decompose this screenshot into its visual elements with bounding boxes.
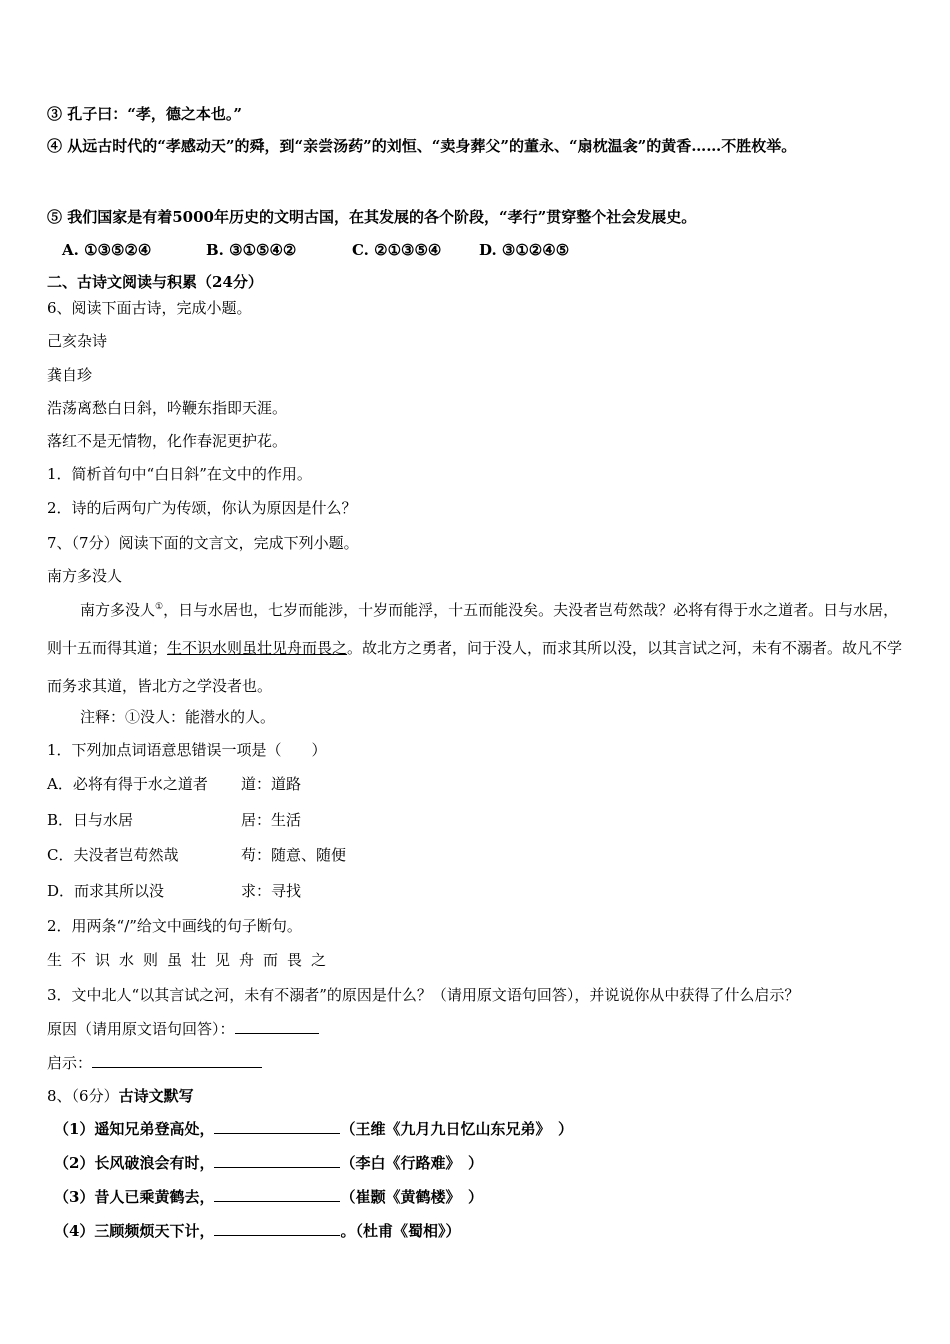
poem-line-1: 浩荡离愁白日斜，吟鞭东指即天涯。: [47, 399, 288, 417]
section-2-heading: 二、古诗文阅读与积累（24分）: [47, 273, 263, 291]
q7-sub-2: 2．用两条“/”给文中画线的句子断句。: [47, 917, 302, 935]
passage-part-3: 。故北方之勇者，问于没人，而求其所以没，以其言试之河，未有不溺者。故凡不学而务求其道，皆北方之学没者也。: [47, 639, 903, 695]
q8-prompt: [47, 1086, 194, 1106]
q5-item-4: ④ 从远古时代的“孝感动天”的舜，到“亲尝汤药”的刘恒、“卖身葬父”的董永、“扇枕温衾”的黄香……不胜枚举。: [47, 137, 797, 155]
insight-line: [47, 1053, 262, 1073]
q5-option-a: A. ①③⑤②④: [62, 241, 152, 259]
insight-blank[interactable]: [92, 1053, 262, 1068]
q5-item-5: ⑤ 我们国家是有着5000年历史的文明古国，在其发展的各个阶段，“孝行”贯穿整个社会发展史。: [47, 208, 697, 226]
footnote-marker: ①: [155, 602, 164, 612]
q7-prompt: 7、（7分）阅读下面的文言文，完成下列小题。: [47, 534, 359, 552]
q6-sub-2: 2．诗的后两句广为传颂，你认为原因是什么？: [47, 499, 357, 517]
passage-body: [47, 591, 909, 705]
q8-item-2-blank[interactable]: [214, 1153, 340, 1168]
poem-author: 龚自珍: [47, 366, 93, 384]
q8-item-1-blank[interactable]: [214, 1119, 340, 1134]
q7-sub-3: 3．文中北人“以其言试之河，未有不溺者”的原因是什么？（请用原文语句回答），并说说你从中获得了什么启示？: [47, 986, 800, 1004]
choice-d-label: D．而求其所以没: [47, 882, 165, 900]
choice-d-meaning: 求：寻找: [241, 882, 302, 900]
q8-item-1-lead: （1）遥知兄弟登高处，: [54, 1120, 215, 1138]
choice-b-meaning: 居：生活: [241, 811, 302, 829]
q8-item-4-blank[interactable]: [214, 1221, 340, 1236]
q8-item-2-lead: （2）长风破浪会有时，: [54, 1154, 215, 1172]
q8-item-4: [54, 1221, 460, 1241]
insight-label: 启示：: [47, 1054, 93, 1072]
q8-item-3: [54, 1187, 483, 1207]
choice-a-meaning: 道：道路: [241, 775, 302, 793]
reason-blank[interactable]: [235, 1019, 319, 1034]
passage-title: 南方多没人: [47, 567, 123, 585]
choice-b-label: B．日与水居: [47, 811, 134, 829]
q8-prompt-title: 古诗文默写: [118, 1087, 194, 1105]
q8-item-2-source: （李白《行路难》 ）: [340, 1154, 483, 1172]
choice-c-label: C．夫没者岂苟然哉: [47, 846, 179, 864]
passage-note: 注释：①没人：能潜水的人。: [80, 708, 276, 726]
passage-part-1: 南方多没人: [80, 601, 156, 619]
q5-option-d: D. ③①②④⑤: [479, 241, 570, 259]
q6-prompt: 6、阅读下面古诗，完成小题。: [47, 299, 252, 317]
underlined-sentence: 生不识水则虽壮见舟而畏之: [167, 639, 348, 657]
poem-line-2: 落红不是无情物，化作春泥更护花。: [47, 432, 288, 450]
q7-sub-1: 1．下列加点词语意思错误一项是（ ）: [47, 741, 327, 759]
choice-a: [47, 774, 301, 794]
q8-item-3-lead: （3）昔人已乘黄鹤去，: [54, 1188, 215, 1206]
q8-item-4-source: 。（杜甫《蜀相》）: [340, 1222, 461, 1240]
q8-item-2: [54, 1153, 483, 1173]
choice-c-meaning: 苟：随意、随便: [241, 846, 347, 864]
q8-item-1: [54, 1119, 573, 1139]
q5-option-b: B. ③①⑤④②: [206, 241, 297, 259]
q5-options: [62, 240, 569, 260]
reason-label: 原因（请用原文语句回答）：: [47, 1020, 235, 1038]
q8-item-3-blank[interactable]: [214, 1187, 340, 1202]
choice-c: [47, 845, 346, 865]
passage-part-2: ，日与水居也，七岁而能涉，十岁而能浮，十五而能没矣。夫没者岂苟然哉？必将有得于水之道者。日与水居，则十五而得其道；: [47, 601, 899, 657]
choice-b: [47, 810, 301, 830]
q6-sub-1: 1．简析首句中“白日斜”在文中的作用。: [47, 465, 312, 483]
reason-line: [47, 1019, 319, 1039]
poem-title: 己亥杂诗: [47, 332, 108, 350]
q8-item-4-lead: （4）三顾频烦天下计，: [54, 1222, 215, 1240]
q8-item-1-source: （王维《九月九日忆山东兄弟》 ）: [340, 1120, 573, 1138]
q5-item-3: ③ 孔子曰：“孝，德之本也。”: [47, 105, 242, 123]
q5-option-c: C. ②①③⑤④: [352, 241, 442, 259]
q8-item-3-source: （崔颢《黄鹤楼》 ）: [340, 1188, 483, 1206]
choice-d: [47, 881, 301, 901]
q7-sub-2-sentence: 生不识水则虽壮见舟而畏之: [47, 951, 336, 969]
q8-prompt-number: 8、（6分）: [47, 1087, 119, 1105]
choice-a-label: A．必将有得于水之道者: [47, 775, 208, 793]
